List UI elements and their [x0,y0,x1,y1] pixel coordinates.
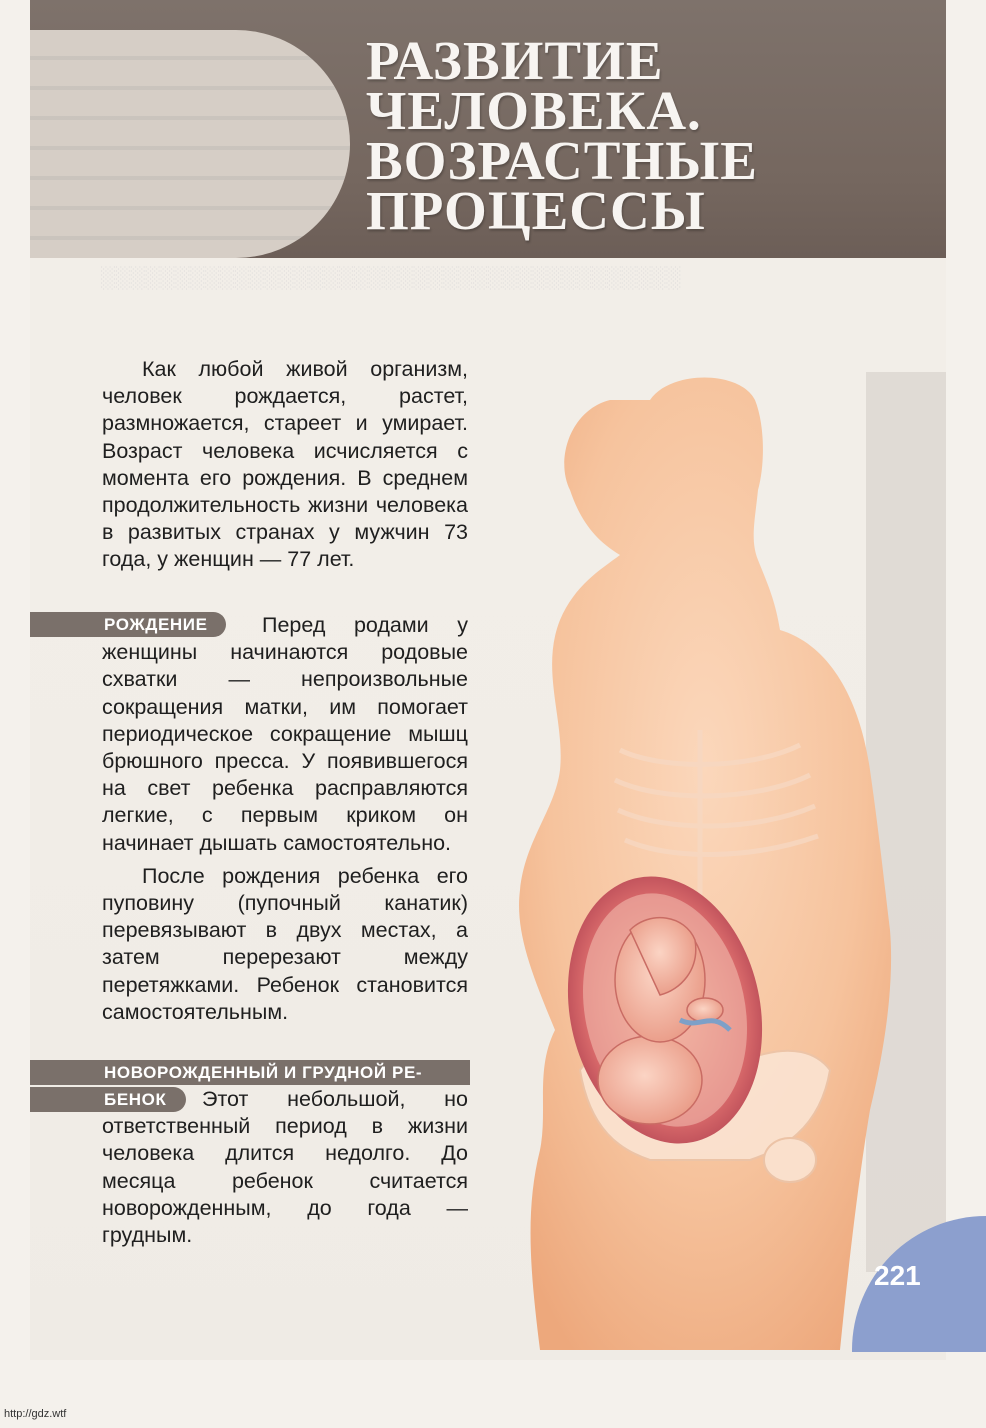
newborn-paragraph [102,1086,468,1249]
header-decor-panel [30,30,350,258]
title-line-4: ПРОЦЕССЫ [366,180,706,241]
newborn-tag-line-2: БЕНОК [104,1090,167,1109]
title-line-2: ЧЕЛОВЕКА. [366,80,702,141]
page-title [366,30,926,241]
birth-paragraph-2: После рождения ребенка его пуповину (пупочный канатик) перевязывают в двух местах, а затем перерезают между перетяжками. Ребенок становится самостоятельным. [102,863,468,1024]
body-silhouette [519,378,891,1351]
title-line-3: ВОЗРАСТНЫЕ [366,130,758,191]
birth-paragraph [102,612,468,857]
intro-paragraph: Как любой живой организм, человек рождается, растет, размножается, стареет и умирает. Возраст человека исчисляется с момента его рождения. В среднем продолжительность жизни человека в развитых странах у мужчин 73 года, у женщин — 77 лет. [102,357,468,572]
birth-tag: РОЖДЕНИЕ [104,615,208,634]
page-number: 221 [874,1260,921,1291]
footer-url: http://gdz.wtf [4,1408,67,1420]
birth-block [102,612,468,1026]
birth-text: Перед родами у женщины начинаются родовые схватки — непроизвольные сокращения матки, им помогает периодическое сокращение мышц брюшного пресса. У появившегося на свет ребенка расправляются легкие, с первым криком он начинает дышать самостоятельно. [102,613,468,855]
bleed-through-decoration: ░░░░░░░░░░░░░░░░░░░░░░░░░░░░░░░░░░░░░░░ [100,265,681,289]
newborn-block [102,1086,468,1249]
pregnancy-illustration [500,370,900,1350]
intro-block [102,356,468,574]
title-line-1: РАЗВИТИЕ [366,30,664,91]
newborn-text: Этот небольшой, но ответственный период в жизни человека длится недолго. До месяца ребенок считается новорожденным, до года — грудным. [102,1087,468,1248]
newborn-tag-line-1: НОВОРОЖДЕННЫЙ И ГРУДНОЙ РЕ- [104,1063,423,1082]
